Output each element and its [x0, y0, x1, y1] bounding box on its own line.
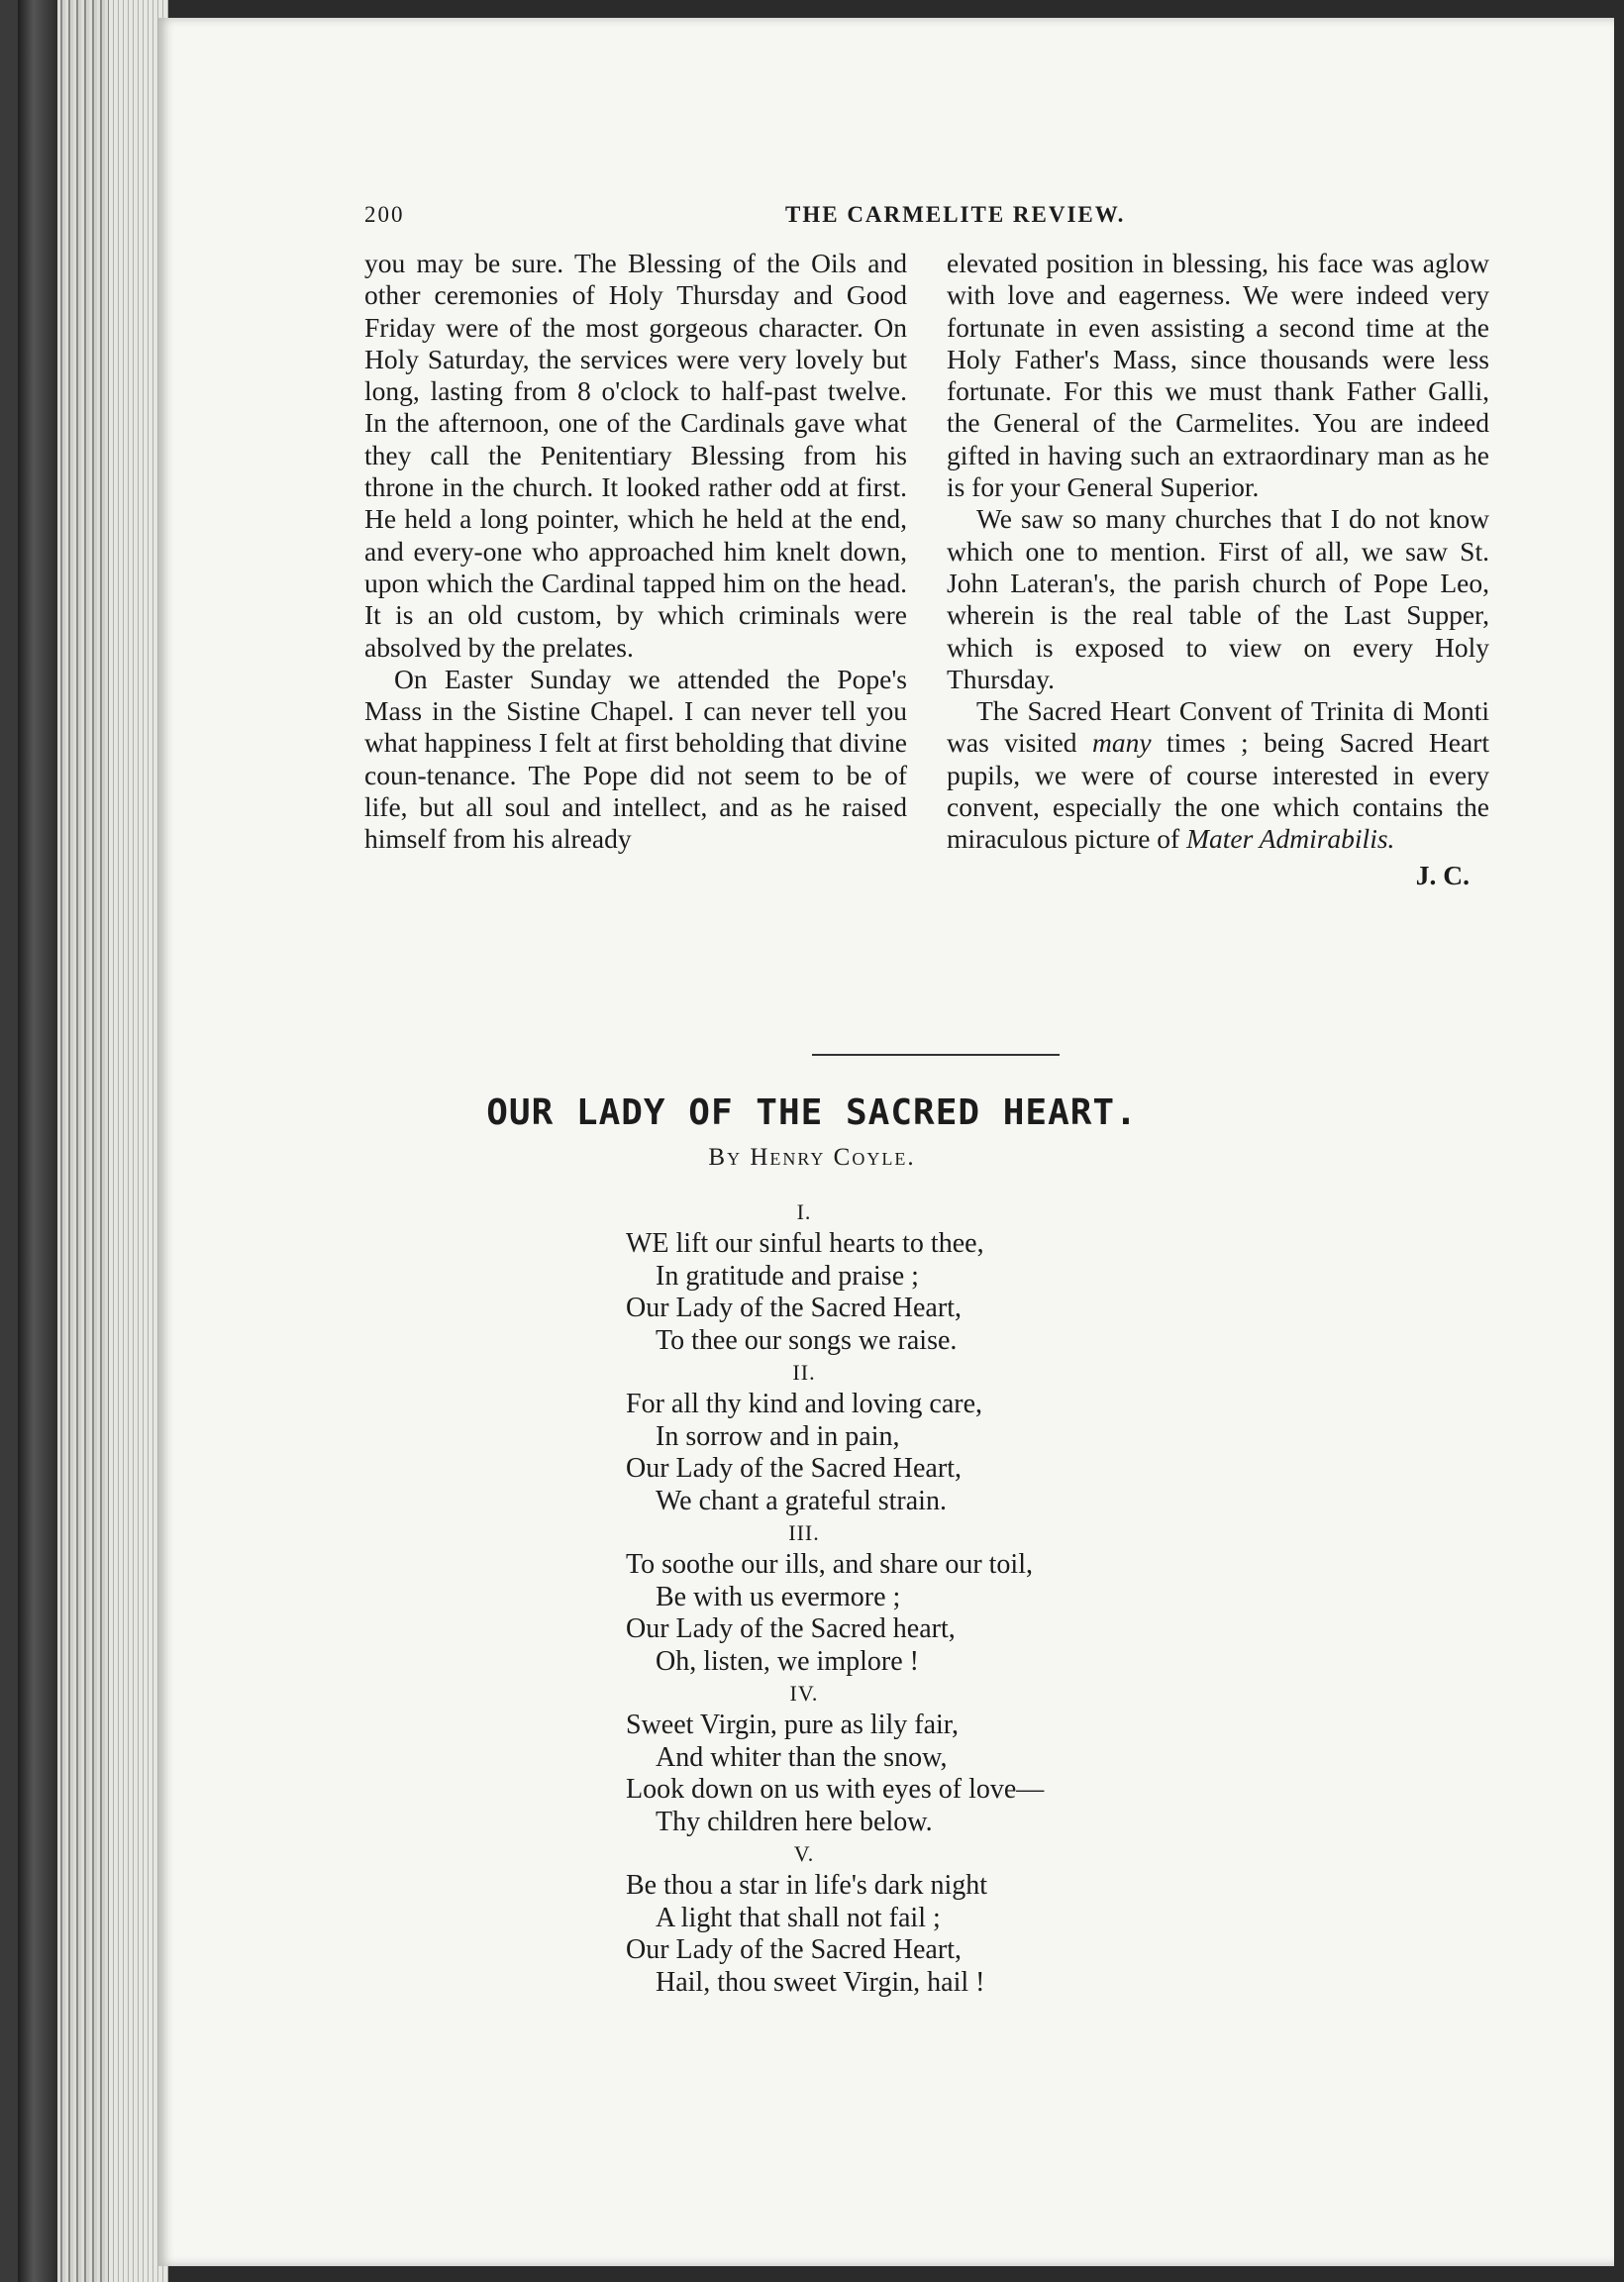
para3-italic-many: many: [1091, 727, 1152, 759]
poem-line: Hail, thou sweet Virgin, hail !: [656, 1966, 985, 1998]
poem-line: In sorrow and in pain,: [656, 1420, 900, 1452]
poem-line: Look down on us with eyes of love—: [626, 1774, 1045, 1805]
poem-line: We chant a grateful strain.: [656, 1485, 947, 1516]
stanza-number: IV.: [789, 1681, 819, 1706]
stanza-2: [626, 1357, 1319, 1517]
poem-line: Be thou a star in life's dark night: [626, 1870, 988, 1901]
book-edge: [0, 0, 18, 2282]
poem-line: Oh, listen, we implore !: [656, 1645, 919, 1677]
poem-line: Sweet Virgin, pure as lily fair,: [626, 1710, 959, 1740]
stanza-number: II.: [792, 1360, 816, 1385]
poem-line: Our Lady of the Sacred Heart,: [626, 1453, 962, 1484]
book-spine-shadow: [18, 0, 57, 2282]
stanza-1: [626, 1196, 1319, 1357]
poem-line: Be with us evermore ;: [656, 1581, 901, 1612]
stanza-3: [626, 1517, 1319, 1678]
poem-line: A light that shall not fail ;: [656, 1902, 941, 1933]
book-page: [158, 18, 1614, 2266]
para3-text-a: The Sacred Heart Convent of Trinita di Monti was visited: [947, 695, 1489, 759]
poem-line: Thy children here below.: [656, 1806, 933, 1837]
section-divider: [812, 1054, 1060, 1056]
para3-italic-mater: Mater Admirabilis.: [1186, 823, 1395, 855]
poem-line: To thee our songs we raise.: [656, 1324, 958, 1356]
left-paragraph-2: On Easter Sunday we attended the Pope's Mass in the Sistine Chapel. I can never tell you what happiness I felt at first beholding that divine coun-tenance. The Pope did not seem to be of life, but all soul and intellect, and as he raised himself from his already: [364, 663, 907, 855]
poem-title: OUR LADY OF THE SACRED HEART.: [486, 1092, 1138, 1133]
poem-line: And whiter than the snow,: [656, 1741, 948, 1773]
stanza-number: V.: [793, 1841, 815, 1866]
running-title: THE CARMELITE REVIEW.: [785, 202, 1126, 227]
signature: J. C.: [1415, 859, 1470, 890]
stanza-number: III.: [788, 1520, 820, 1545]
right-paragraph-1: elevated position in blessing, his face was aglow with love and eagerness. We were indeed very fortunate in even assisting a second time at the Holy Father's Mass, since thousands were less fortunate. For this we must thank Father Galli, the General of the Carmelites. You are indeed gifted in having such an extraordinary man as he is for your General Superior.: [947, 248, 1489, 503]
right-paragraph-2: We saw so many churches that I do not know which one to mention. First of all, we saw St. John Lateran's, the parish church of Pope Leo, wherein is the real table of the Last Supper, which is exposed to view on every Holy Thursday.: [947, 503, 1489, 694]
stanza-number: I.: [796, 1199, 812, 1224]
stanza-4: [626, 1678, 1319, 1838]
poem-line: Our Lady of the Sacred heart,: [626, 1613, 956, 1644]
poem-line: To soothe our ills, and share our toil,: [626, 1549, 1033, 1580]
left-column: [364, 248, 907, 856]
poem-line: WE lift our sinful hearts to thee,: [626, 1228, 984, 1259]
poem-byline: By Henry Coyle.: [708, 1144, 916, 1171]
para3-text-b: times ; being Sacred Heart pupils, we were of course interested in every convent, especially the one which contains the miraculous picture of: [947, 727, 1489, 855]
left-paragraph-1: you may be sure. The Blessing of the Oils and other ceremonies of Holy Thursday and Good Friday were of the most gorgeous character. On Holy Saturday, the services were very lovely but long, lasting from 8 o'clock to half-past twelve. In the afternoon, one of the Cardinals gave what they call the Penitentiary Blessing from his throne in the church. It looked rather odd at first. He held a long pointer, which he held at the end, and every-one who approached him knelt down, upon which the Cardinal tapped him on the head. It is an old custom, by which criminals were absolved by the prelates.: [364, 248, 907, 663]
poem-line: In gratitude and praise ;: [656, 1260, 919, 1292]
poem-line: Our Lady of the Sacred Heart,: [626, 1293, 962, 1323]
right-paragraph-3: [947, 695, 1489, 855]
page-stack-edges: [57, 0, 109, 2282]
page-number: 200: [364, 202, 405, 227]
poem-line: For all thy kind and loving care,: [626, 1389, 983, 1419]
stanza-5: [626, 1838, 1319, 1999]
poem-line: Our Lady of the Sacred Heart,: [626, 1934, 962, 1965]
right-column: [947, 248, 1489, 891]
poem-body: [626, 1196, 1319, 1999]
